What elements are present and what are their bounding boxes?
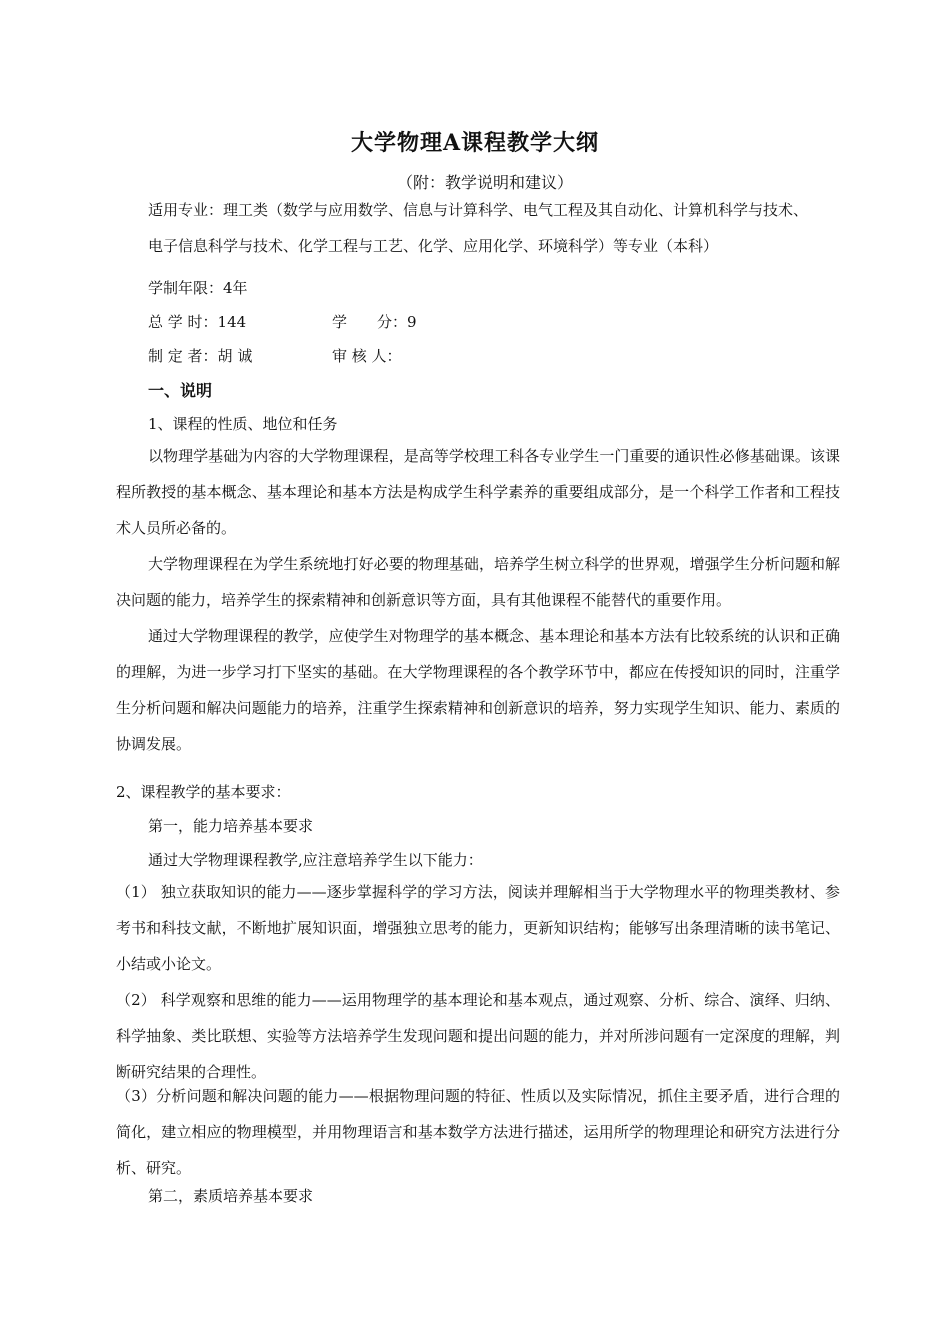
first-requirement-title: 第一，能力培养基本要求 [148,817,314,835]
credits-field [332,312,417,332]
document-subtitle: （附：教学说明和建议） [396,173,573,192]
credits-label: 学 分： [332,313,408,331]
ability-item-2: （2） 科学观察和思维的能力——运用物理学的基本理论和基本观点，通过观察、分析、综合、演绎、归纳、科学抽象、类比联想、实验等方法培养学生发现问题和提出问题的能力，并对所涉问题有一定深度的理解，判断研究结果的合理性。 [116,991,840,1081]
ability-intro: 通过大学物理课程教学,应注意培养学生以下能力： [148,851,483,869]
author-label: 制 定 者： [148,347,218,365]
subsection-title-1: 1、课程的性质、地位和任务 [148,415,338,433]
second-requirement-title: 第二，素质培养基本要求 [148,1187,314,1205]
paragraph-1: 以物理学基础为内容的大学物理课程，是高等学校理工科各专业学生一门重要的通识性必修基础课。该课程所教授的基本概念、基本理论和基本方法是构成学生科学素养的重要组成部分，是一个科学工作者和工程技术人员所必备的。 [116,447,840,537]
section-heading: 一、说明 [148,381,213,400]
duration-value: 4年 [223,279,248,297]
subsection-title-2: 2、课程教学的基本要求： [116,783,291,801]
reviewer-field [332,346,402,366]
hours-label: 总 学 时： [148,313,218,331]
author-value: 胡 诚 [217,347,253,365]
major-line-2: 电子信息科学与技术、化学工程与工艺、化学、应用化学、环境科学）等专业（本科） [148,237,719,255]
hours-value: 144 [217,313,247,331]
author-field [148,346,252,366]
paragraph-2: 大学物理课程在为学生系统地打好必要的物理基础，培养学生树立科学的世界观，增强学生分析问题和解决问题的能力，培养学生的探索精神和创新意识等方面，具有其他课程不能替代的重要作用。 [116,555,840,609]
paragraph-3: 通过大学物理课程的教学，应使学生对物理学的基本概念、基本理论和基本方法有比较系统的认识和正确的理解，为进一步学习打下坚实的基础。在大学物理课程的各个教学环节中，都应在传授知识的同时，注重学生分析问题和解决问题能力的培养，注重学生探索精神和创新意识的培养，努力实现学生知识、能力、素质的协调发展。 [116,627,840,753]
hours-field [148,312,246,332]
duration-label: 学制年限： [148,279,224,297]
reviewer-label: 审 核 人： [332,347,402,365]
ability-item-1: （1） 独立获取知识的能力——逐步掌握科学的学习方法，阅读并理解相当于大学物理水平的物理类教材、参考书和科技文献，不断地扩展知识面，增强独立思考的能力，更新知识结构；能够写出条理清晰的读书笔记、小结或小论文。 [116,883,840,973]
document-title: 大学物理A课程教学大纲 [350,130,600,156]
duration-field [148,278,248,298]
credits-value: 9 [407,313,417,331]
ability-item-3: （3）分析问题和解决问题的能力——根据物理问题的特征、性质以及实际情况，抓住主要矛盾，进行合理的简化，建立相应的物理模型，并用物理语言和基本数学方法进行描述，运用所学的物理理论和研究方法进行分析、研究。 [116,1087,840,1177]
major-line-1: 适用专业：理工类（数学与应用数学、信息与计算科学、电气工程及其自动化、计算机科学与技术、 [148,201,809,219]
